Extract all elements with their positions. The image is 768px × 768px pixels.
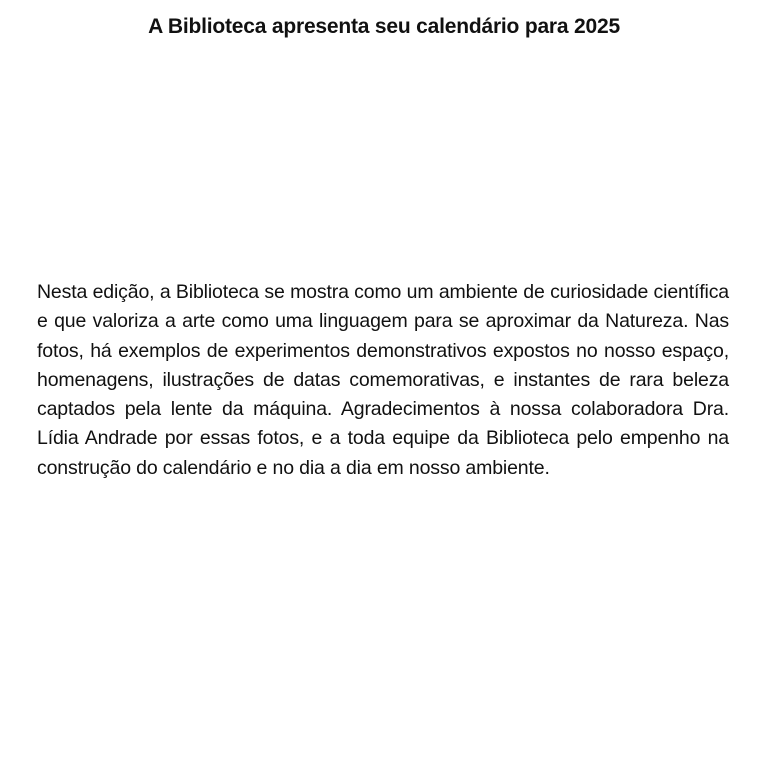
body-paragraph: Nesta edição, a Biblioteca se mostra como um ambiente de curiosidade científica e que valoriza a arte como uma linguagem para se aproximar da Natureza. Nas fotos, há exemplos de experimentos demonstrativos expostos no nosso espaço, homenagens, ilustrações de datas comemorativas, e instantes de rara beleza captados pela lente da máquina. Agradecimentos à nossa colaboradora Dra. Lídia Andrade por essas fotos, e a toda equipe da Biblioteca pelo empenho na construção do calendário e no dia a dia em nosso ambiente. (37, 281, 729, 479)
page-title: A Biblioteca apresenta seu calendário para 2025 (148, 15, 620, 38)
